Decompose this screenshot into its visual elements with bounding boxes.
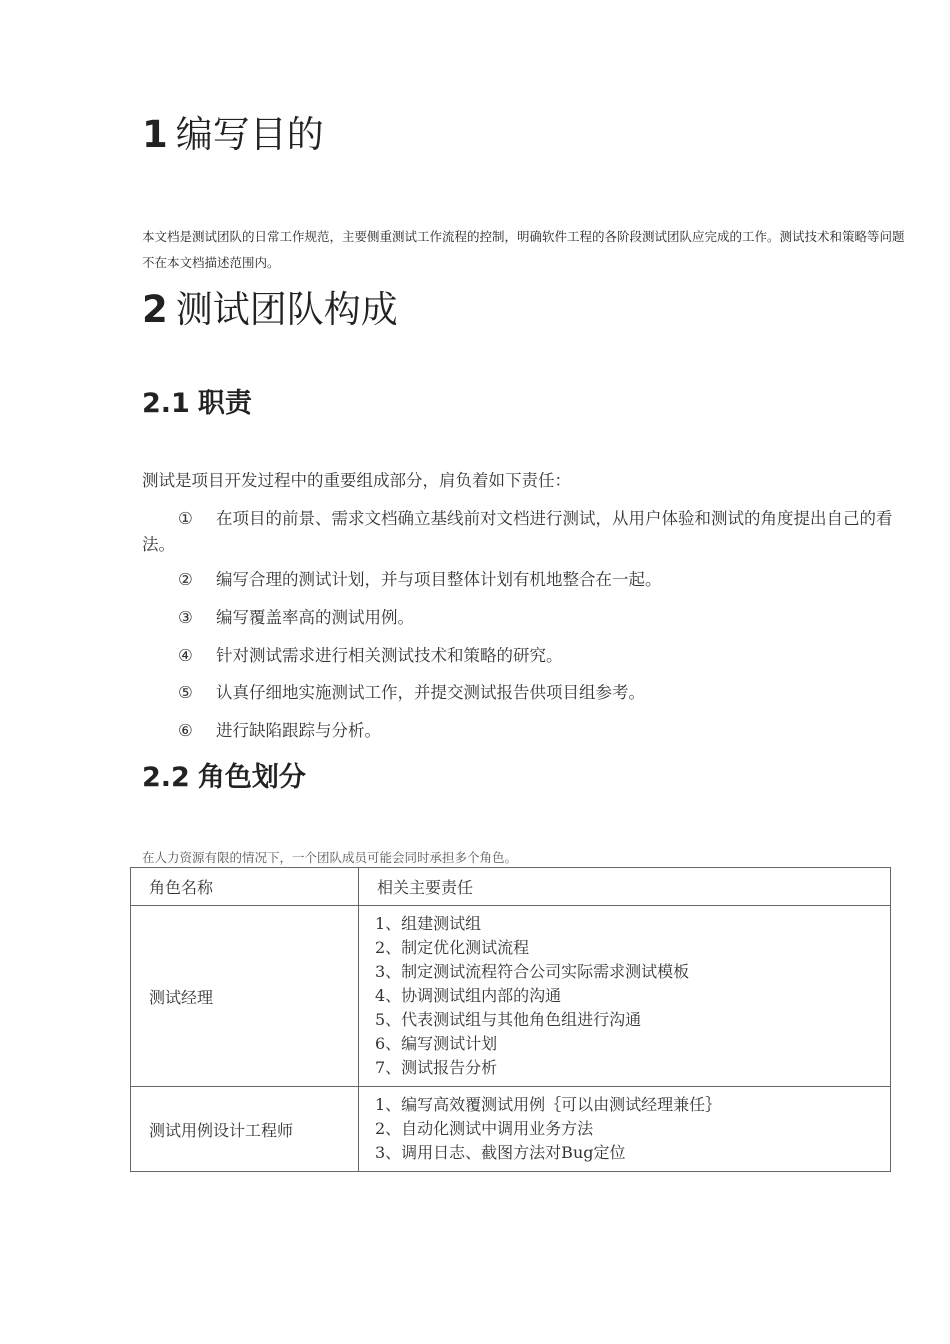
table-row <box>131 906 891 1087</box>
responsibility-item <box>142 643 894 669</box>
duties-cell <box>359 1087 891 1172</box>
table-caption: 在人力资源有限的情况下，一个团队成员可能会同时承担多个角色。 <box>142 850 518 865</box>
item-text: 编写覆盖率高的测试用例。 <box>216 608 414 627</box>
section-number: 2.1 <box>142 388 190 419</box>
duty-line: 3、调用日志、截图方法对Bug定位 <box>375 1143 626 1162</box>
table-row <box>131 1087 891 1172</box>
item-text: 进行缺陷跟踪与分析。 <box>216 721 381 740</box>
duty-line: 2、制定优化测试流程 <box>375 938 530 957</box>
heading-section-2 <box>142 288 398 332</box>
item-marker: ① <box>178 509 193 528</box>
item-text: 认真仔细地实施测试工作，并提交测试报告供项目组参考。 <box>216 683 645 702</box>
section-number: 1 <box>142 113 168 156</box>
duty-line: 2、自动化测试中调用业务方法 <box>375 1119 594 1138</box>
duty-line: 7、测试报告分析 <box>375 1058 498 1077</box>
duty-line: 6、编写测试计划 <box>375 1034 498 1053</box>
responsibility-intro: 测试是项目开发过程中的重要组成部分，肩负着如下责任： <box>142 471 571 490</box>
item-marker: ② <box>178 570 193 589</box>
responsibility-item <box>142 567 894 593</box>
duties-cell <box>359 906 891 1087</box>
item-marker: ④ <box>178 646 193 665</box>
section-title: 测试团队构成 <box>175 288 398 331</box>
responsibility-item <box>142 718 894 744</box>
section-title: 编写目的 <box>175 113 324 156</box>
section-number: 2 <box>142 288 168 331</box>
heading-section-2-1 <box>142 387 252 421</box>
item-text: 编写合理的测试计划，并与项目整体计划有机地整合在一起。 <box>216 570 662 589</box>
item-marker: ⑤ <box>178 683 193 702</box>
purpose-paragraph: 本文档是测试团队的日常工作规范，主要侧重测试工作流程的控制，明确软件工程的各阶段测试团队应完成的工作。测试技术和策略等问题不在本文档描述范围内。 <box>142 229 905 270</box>
item-marker: ③ <box>178 608 193 627</box>
responsibility-item <box>142 506 894 558</box>
duty-line: 1、编写高效覆测试用例｛可以由测试经理兼任｝ <box>375 1095 722 1114</box>
heading-section-1 <box>142 113 324 157</box>
roles-table <box>130 867 891 1172</box>
column-header-role: 角色名称 <box>131 868 359 906</box>
item-marker: ⑥ <box>178 721 193 740</box>
duty-line: 5、代表测试组与其他角色组进行沟通 <box>375 1010 642 1029</box>
heading-section-2-2 <box>142 761 306 795</box>
role-name-cell: 测试用例设计工程师 <box>131 1087 359 1172</box>
item-text: 针对测试需求进行相关测试技术和策略的研究。 <box>216 646 563 665</box>
role-name-cell: 测试经理 <box>131 906 359 1087</box>
responsibility-item <box>142 605 894 631</box>
duty-line: 4、协调测试组内部的沟通 <box>375 986 562 1005</box>
responsibility-item <box>142 680 894 706</box>
duty-line: 1、组建测试组 <box>375 914 482 933</box>
column-header-duties: 相关主要责任 <box>359 868 891 906</box>
item-text: 在项目的前景、需求文档确立基线前对文档进行测试，从用户体验和测试的角度提出自己的看法。 <box>142 509 893 554</box>
section-number: 2.2 <box>142 762 190 793</box>
section-title: 角色划分 <box>197 762 306 793</box>
section-title: 职责 <box>197 388 252 419</box>
duty-line: 3、制定测试流程符合公司实际需求测试模板 <box>375 962 690 981</box>
table-header-row <box>131 868 891 906</box>
